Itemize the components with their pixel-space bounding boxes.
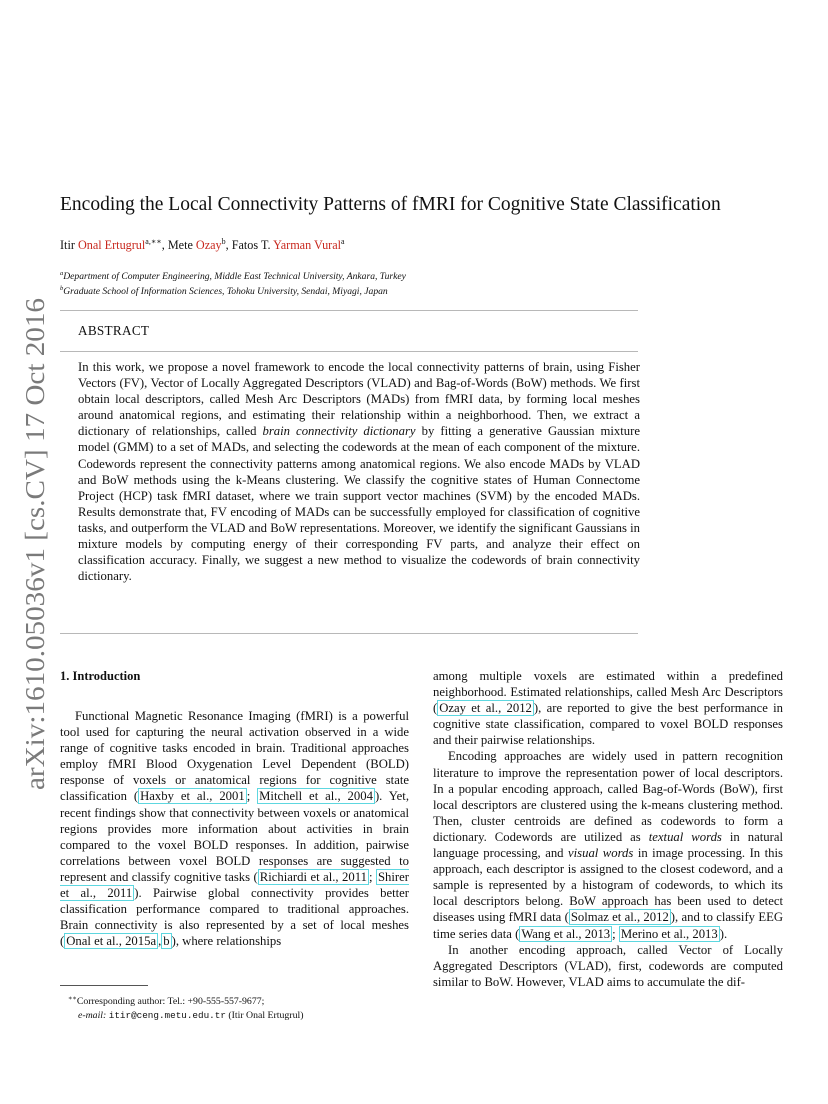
abstract-heading: ABSTRACT: [78, 323, 150, 338]
author-2: Mete Ozay$^b$,: [167, 237, 232, 252]
paper-title: Encoding the Local Connectivity Patterns of fMRI for Cognitive State Classification: [60, 194, 721, 215]
abstract-text: In this work, we propose a novel framework to encode the local connectivity patterns of brain, using Fisher Vectors (FV), Vector of Locally Aggregated Descriptors (VLAD) and Bag-of-Words (BoW) methods. We first obtain local descriptors, called Mesh Arc Descriptors (MADs) from fMRI data, by forming local meshes around anatomical regions, and estimating their relationship within a neighborhood. Then, we extract a dictionary of relationships, called brain connectivity dictionary by fitting a generative Gaussian mixture model (GMM) to a set of MADs, and selecting the codewords at the mean of each component of the mixture. Codewords represent the connectivity patterns among anatomical regions. We also encode MADs by VLAD and BoW methods using the k-Means clustering. We classify the cognitive states of Human Connectome Project (HCP) task fMRI dataset, where we train support vector machines (SVM) by the encoded MADs. Results demonstrate that, FV encoding of MADs can be successfully employed for classification of cognitive tasks, and outperform the VLAD and BoW representations. Moreover, we identify the significant Gaussians in mixture models by computing energy of their corresponding FV parts, and analyze their effect on classification accuracy. Finally, we suggest a new method to visualize the codewords of brain connectivity dictionary.: [78, 360, 641, 584]
arxiv-id-text: arXiv:1610.05036v1 [cs.CV] 17 Oct 2016: [20, 334, 50, 790]
author-link[interactable]: Ozay: [195, 238, 222, 252]
footnote-line: ∗∗Corresponding author: Tel.: +90-555-557-9677;: [68, 995, 265, 1007]
left-column: [60, 708, 409, 949]
citation-link[interactable]: b: [163, 934, 170, 949]
affiliations: [60, 269, 406, 299]
email-link[interactable]: itir@ceng.metu.edu.tr: [108, 1010, 226, 1021]
section-heading: 1. Introduction: [60, 669, 141, 683]
footnote-email-line: e-mail: itir@ceng.metu.edu.tr (Itir Onal Ertugrul): [78, 1010, 304, 1021]
header-divider: [60, 310, 638, 311]
citation-link[interactable]: Mitchell et al., 2004: [259, 789, 373, 804]
affiliation-b: $^b$Graduate School of Information Sciences, Tohoku University, Sendai, Miyagi, Japan: [60, 285, 388, 297]
author-3: Fatos T. Yarman Vural$^a$: [231, 237, 345, 252]
citation-link[interactable]: Merino et al., 2013: [620, 926, 718, 941]
citation-link[interactable]: Ozay et al., 2012: [439, 701, 532, 716]
citation-link[interactable]: Shirer et al., 2011: [60, 869, 409, 901]
paragraph: Encoding approaches are widely used in pattern recognition literature to improve the representation power of local descriptors. In a popular encoding approach, called Bag-of-Words (BoW), first local descriptors are clustered using the k-means clustering method. Then, cluster centroids are defined as codewords to form a dictionary. Codewords are utilized as textual words in natural language processing, and visual words in image processing. In this approach, each descriptor is assigned to the closest codeword, and a sample is represented by a histogram of codewords, to which its local descriptors belong. BoW approach has been used to detect diseases using fMRI data ( Solmaz et al., 2012 ), and to classify EEG time series data ( Wang et al., 2013 ; Merino et al., 2013 ).: [433, 749, 783, 941]
author-link[interactable]: Yarman Vural: [273, 238, 342, 252]
citation-link[interactable]: Wang et al., 2013: [521, 926, 611, 941]
citation-link[interactable]: Onal et al., 2015a: [66, 934, 157, 949]
citation-link[interactable]: Richiardi et al., 2011: [259, 869, 367, 884]
citation-link[interactable]: Haxby et al., 2001: [140, 789, 245, 804]
arxiv-identifier-stamp: [10, 298, 54, 790]
paragraph: Functional Magnetic Resonance Imaging (fMRI) is a powerful tool used for capturing the neural activation observed in a wide range of cognitive tasks encoded in brain. Traditional approaches employ fMRI Blood Oxygenation Level Dependent (BOLD) response of voxels or anatomical regions for cognitive state classification ( Haxby et al., 2001 ; Mitchell et al., 2004 ). Yet, recent findings show that connectivity between voxels or anatomical regions provides more information about activities in brain compared to the voxel BOLD responses. In addition, pairwise correlations between voxel BOLD responses are suggested to represent and classify cognitive tasks ( Richiardi et al., 2011 ; Shirer et al., 2011 ). Pairwise global connectivity provides better classification performance compared to traditional approaches. Brain connectivity is also represented by a set of local meshes ( Onal et al., 2015a , b ), where relationships: [60, 709, 409, 949]
citation-link[interactable]: Solmaz et al., 2012: [570, 910, 669, 925]
right-column: [433, 668, 783, 990]
author-list: [60, 238, 345, 253]
footnote-divider: [60, 985, 148, 986]
abstract-end-divider: [60, 633, 638, 634]
abstract-divider: [60, 351, 638, 352]
affiliation-a: $^a$Department of Computer Engineering, Middle East Technical University, Ankara, Turkey: [60, 270, 406, 282]
paragraph: among multiple voxels are estimated within a predefined neighborhood. Estimated relationships, called Mesh Arc Descriptors ( Ozay et al., 2012 ), are reported to give the best performance in cognitive state classification, compared to voxel BOLD responses and their pairwise relationships.: [433, 669, 783, 748]
author-1: Itir Onal Ertugrul$^{a,∗∗}$,: [60, 237, 168, 252]
author-link[interactable]: Onal Ertugrul: [77, 238, 146, 252]
paragraph: In another encoding approach, called Vector of Locally Aggregated Descriptors (VLAD), first, codewords are computed similar to BoW. However, VLAD aims to accumulate the dif-: [433, 942, 783, 989]
footnote: [68, 995, 303, 1023]
